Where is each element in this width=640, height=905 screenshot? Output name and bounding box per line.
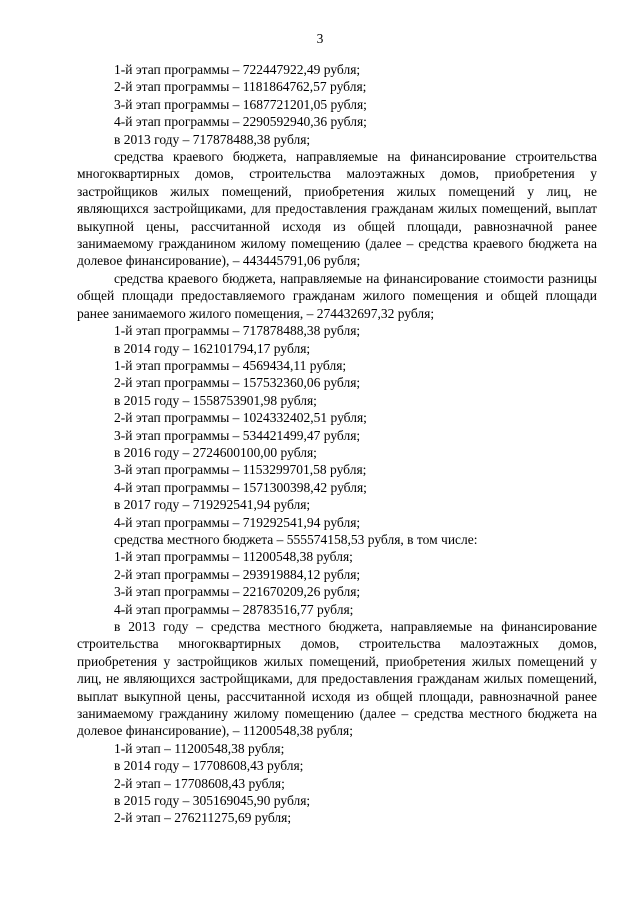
text-line: 2-й этап программы – 1024332402,51 рубля; bbox=[114, 410, 367, 426]
text-line: 1-й этап программы – 722447922,49 рубля; bbox=[114, 62, 361, 77]
text-line: 3-й этап программы – 1153299701,58 рубля; bbox=[114, 462, 367, 478]
document-body bbox=[77, 61, 597, 827]
text-line: 3-й этап программы – 221670209,26 рубля; bbox=[114, 584, 361, 600]
text-line: 2-й этап – 276211275,69 рубля; bbox=[114, 810, 292, 826]
text-line: 3-й этап программы – 1687721201,05 рубля; bbox=[114, 96, 367, 112]
text-line: в 2014 году – 17708608,43 рубля; bbox=[114, 758, 304, 774]
paragraph-local-shared-financing-2013: в 2013 году – средства местного бюджета, направляемые на финансирование строительства многоквартирных домов, строительства малоэтажных домов, приобретения у застройщиков жилых помещений, приобретения жилых помещений у лиц, не являющихся застройщиками, для предоставления гражданам жилых помещений, выплат выкупной цены, рассчитанной исходя из общей площади, равнозначной ранее занимаемому гражданину жилому помещению (далее – средства местного бюджета на долевое финансирование), – 11200548,38 рубля; bbox=[77, 619, 597, 739]
text-line: 1-й этап – 11200548,38 рубля; bbox=[114, 740, 285, 756]
text-line: 2-й этап программы – 293919884,12 рубля; bbox=[114, 566, 361, 582]
text-line: в 2015 году – 305169045,90 рубля; bbox=[114, 793, 311, 809]
text-line: 1-й этап программы – 11200548,38 рубля; bbox=[114, 549, 353, 565]
text-line: в 2016 году – 2724600100,00 рубля; bbox=[114, 444, 317, 460]
text-line: в 2014 году – 162101794,17 рубля; bbox=[114, 340, 311, 356]
text-line: в 2017 году – 719292541,94 рубля; bbox=[114, 497, 311, 513]
text-line: 1-й этап программы – 717878488,38 рубля; bbox=[114, 323, 361, 339]
text-line: 2-й этап программы – 1181864762,57 рубля; bbox=[114, 79, 367, 95]
text-line: в 2015 году – 1558753901,98 рубля; bbox=[114, 392, 317, 408]
text-line: 4-й этап программы – 2290592940,36 рубля; bbox=[114, 114, 367, 130]
text-line: 4-й этап программы – 719292541,94 рубля; bbox=[114, 514, 361, 530]
text-line: 4-й этап программы – 1571300398,42 рубля; bbox=[114, 479, 367, 495]
text-line: в 2013 году – 717878488,38 рубля; bbox=[114, 131, 311, 147]
paragraph-regional-area-difference: средства краевого бюджета, направляемые на финансирование стоимости разницы общей площади предоставляемого гражданам жилого помещения и общей площади ранее занимаемого жилого помещения, – 274432697,32 рубля; bbox=[77, 270, 597, 321]
text-line: 1-й этап программы – 4569434,11 рубля; bbox=[114, 357, 347, 373]
text-line: 3-й этап программы – 534421499,47 рубля; bbox=[114, 427, 361, 443]
text-line: 4-й этап программы – 28783516,77 рубля; bbox=[114, 601, 354, 617]
text-line: 2-й этап программы – 157532360,06 рубля; bbox=[114, 375, 361, 391]
paragraph-regional-shared-financing: средства краевого бюджета, направляемые на финансирование строительства многоквартирных домов, строительства малоэтажных домов, приобретения у застройщиков жилых помещений, приобретения жилых помещений у лиц, не являющихся застройщиками, для предоставления гражданам жилых помещений, выплат выкупной цены, рассчитанной исходя из общей площади, равнозначной ранее занимаемому гражданином жилому помещению (далее – средства краевого бюджета на долевое финансирование), – 443445791,06 рубля; bbox=[77, 149, 597, 269]
page-number: 3 bbox=[316, 31, 324, 46]
text-line: средства местного бюджета – 555574158,53 рубля, в том числе: bbox=[114, 531, 478, 547]
text-line: 2-й этап – 17708608,43 рубля; bbox=[114, 775, 285, 791]
